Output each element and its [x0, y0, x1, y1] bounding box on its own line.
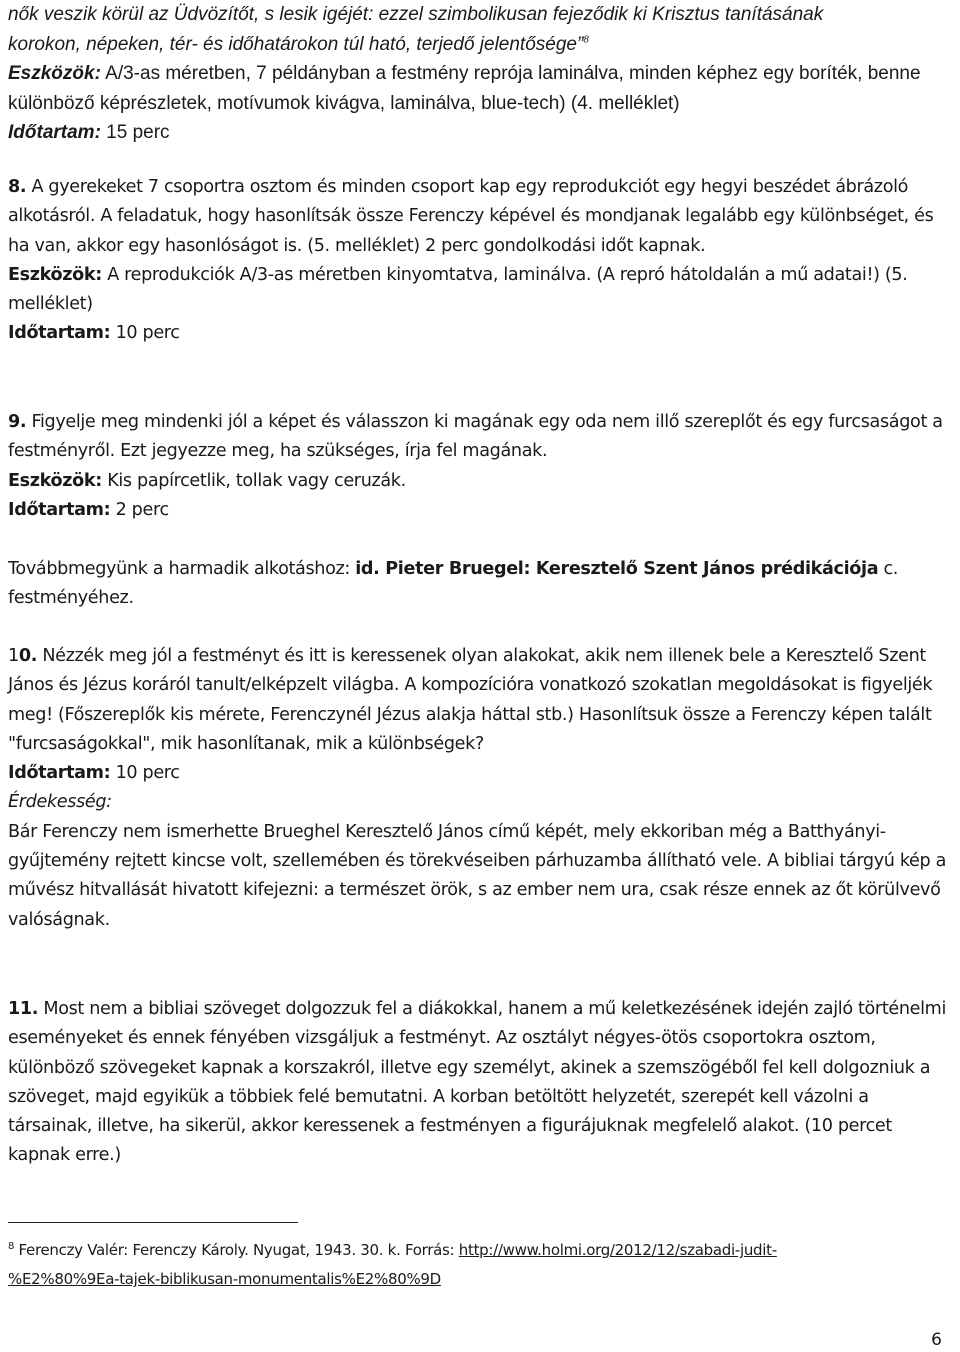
item-11	[8, 995, 954, 1171]
item-9-number: 9.	[8, 412, 27, 432]
duration-label: Időtartam:	[8, 122, 101, 143]
footnote: $^8$ Ferenczy Valér: Ferenczy Károly. Nyugat, 1943. 30. k. Forrás: http://www.holmi.org/2012/12/szabadi-judit- %E2%80%9Ea-tajek-biblikusan-monumentalis%E2%80%9D	[8, 1241, 777, 1288]
interest-text: Bár Ferenczy nem ismerhette Brueghel Keresztelő János című képét, mely ekkoriban még a Batthyányi-gyűjtemény rejtett kincse volt, szellemében és törekvéseiben párhuzamba állítható vele. A bibliai tárgyú kép a művész hitvallását hivatott kifejezni: a természet örök, s az ember nem ura, csak része ennek az őt körülvevő valóságnak.	[8, 821, 947, 930]
item-8-tools: Eszközök: A reprodukciók A/3-as méretben kinyomtatva, laminálva. (A repró hátoldalán a mű adatai!) (5. melléklet)	[8, 264, 908, 315]
intro-duration: Időtartam: 15 perc	[8, 122, 170, 143]
item-8	[8, 173, 954, 349]
tools-label: Eszközök:	[8, 264, 102, 285]
item-8-text: 8. A gyerekeket 7 csoportra osztom és minden csoport kap egy reprodukciót egy hegyi beszédet ábrázoló alkotásról. A feladatuk, hogy hasonlítsák össze Ferenczy képével és mondjanak legalább egy különbséget, és ha van, akkor egy hasonlóságot is. (5. melléklet) 2 perc gondolkodási időt kapnak.	[8, 177, 934, 256]
intro-line-2: korokon, népeken, tér- és időhatárokon túl ható, terjedő jelentősége”$^8$	[8, 33, 589, 55]
item-10-text: 10. Nézzék meg jól a festményt és itt is keressenek olyan alakokat, akik nem illenek bele a Keresztelő Szent János és Jézus koráról tanult/elképzelt világba. A kompozícióra vonatkozó szokatlan megoldásokat is figyeljék meg! (Főszereplők kis mérete, Ferenczynél Jézus alakja háttal stb.) Hasonlítsuk össze a Ferenczy képen talált "furcsaságokkal", mik hasonlítanak, mik a különbségek?	[8, 646, 933, 754]
footnote-number: 8	[8, 1241, 15, 1252]
item-9	[8, 408, 954, 525]
transition-paragraph: Továbbmegyünk a harmadik alkotáshoz: id. Pieter Bruegel: Keresztelő Szent János prédikációja c. festményéhez.	[8, 559, 899, 609]
interest-label: Érdekesség:	[8, 792, 112, 813]
item-9-duration: Időtartam: 2 perc	[8, 499, 169, 520]
item-8-number: 8.	[8, 177, 27, 197]
page-number: 6	[931, 1330, 942, 1350]
item-9-text: 9. Figyelje meg mindenki jól a képet és válasszon ki magának egy oda nem illő szereplőt és egy furcsaságot a festményről. Ezt jegyezze meg, ha szükséges, írja fel magának.	[8, 412, 943, 462]
intro-line-1: nők veszik körül az Üdvözítőt, s lesik igéjét: ezzel szimbolikusan fejeződik ki Krisztus tanításának	[8, 4, 824, 25]
item-10-number: 10.	[8, 646, 38, 666]
item-10	[8, 642, 954, 935]
item-8-duration: Időtartam: 10 perc	[8, 323, 180, 344]
footnote-ref[interactable]: 8	[583, 33, 589, 46]
intro-block	[8, 0, 954, 148]
item-10-duration: Időtartam: 10 perc	[8, 763, 180, 784]
item-11-text: 11. Most nem a bibliai szöveget dolgozzuk fel a diákokkal, hanem a mű keletkezésének idején zajló történelmi eseményeket és ennek fényében vizsgáljuk a festményt. Az osztályt négyes-ötös csoportokra osztom, különböző szövegeket kapnak a korszakról, illetve egy személyt, akinek a szemszögéből fel kell dolgozniuk a szöveget, majd egyikük a többiek felé bemutatni. A korban betöltött helyzetét, szerepét kell vázolni a társainak, illetve, ha sikerül, akkor keressenek a festményen a figurájuknak megfelelő alakot. (10 percet kapnak erre.)	[8, 999, 946, 1166]
duration-label: Időtartam:	[8, 763, 111, 784]
duration-label: Időtartam:	[8, 323, 111, 344]
tools-label: Eszközök:	[8, 63, 101, 84]
duration-label: Időtartam:	[8, 499, 111, 520]
footnote-divider	[8, 1222, 298, 1223]
tools-label: Eszközök:	[8, 470, 102, 491]
intro-tools: Eszközök: A/3-as méretben, 7 példányban a festmény reprója laminálva, minden képhez egy boríték, benne különböző képrészletek, motívumok kivágva, laminálva, blue-tech) (4. melléklet)	[8, 63, 921, 114]
item-11-number: 11.	[8, 999, 39, 1019]
source-link[interactable]: http://www.holmi.org/2012/12/szabadi-judit- %E2%80%9Ea-tajek-biblikusan-monumentalis%E2%80%9D	[8, 1241, 777, 1288]
item-9-tools: Eszközök: Kis papírcetlik, tollak vagy ceruzák.	[8, 470, 406, 491]
painting-title: id. Pieter Bruegel: Keresztelő Szent János prédikációja	[355, 559, 879, 579]
